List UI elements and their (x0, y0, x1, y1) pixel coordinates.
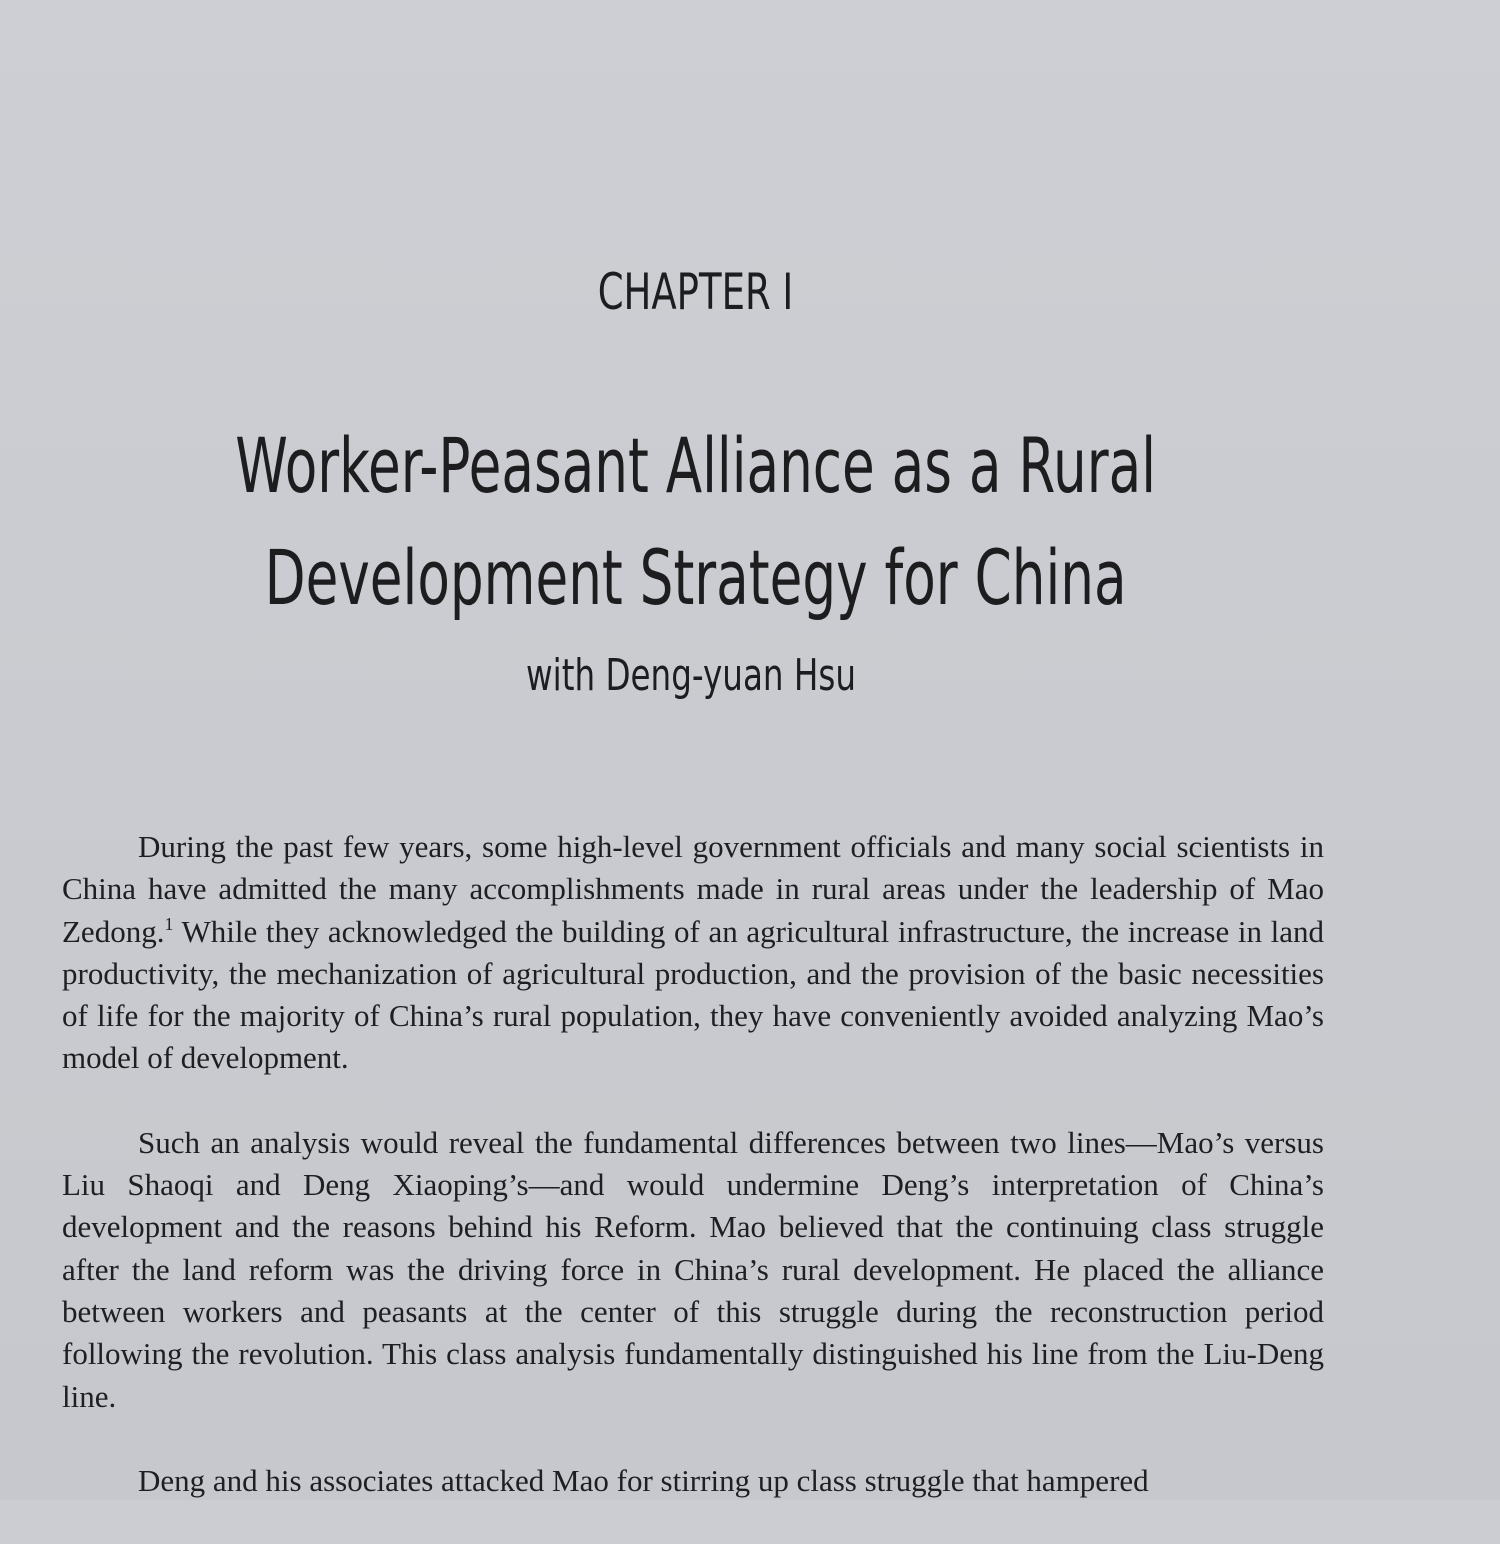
paragraph-1-text-b: While they acknowledged the building of an agricultural infrastructure, the increase in land productivity, the mechanization of agricultural production, and the provision of the basic necessities of life for the majority of China’s rural population, they have conveniently avoided analyzing Mao’s model of development. (62, 913, 1324, 1076)
paragraph-1-text-a: During the past few years, some high-level government officials and many social scientists in China have admitted the many accomplishments made in rural areas under the leadership of Mao Zedong. (62, 829, 1324, 949)
body-text (62, 826, 1324, 1544)
chapter-title-line-1: Worker-Peasant Alliance as a Rural (235, 421, 1156, 510)
chapter-byline: with Deng-yuan Hsu (526, 650, 856, 701)
footnote-marker: 1 (164, 913, 174, 934)
chapter-title (209, 410, 1182, 634)
chapter-label: CHAPTER I (597, 263, 794, 321)
paragraph-2: Such an analysis would reveal the fundamental differences between two lines—Mao’s versus Liu Shaoqi and Deng Xiaoping’s—and would undermine Deng’s interpretation of China’s development and the reasons behind his Reform. Mao believed that the continuing class struggle after the land reform was the driving force in China’s rural development. He placed the alliance between workers and peasants at the center of this struggle during the reconstruction period following the revolution. This class analysis fundamentally distinguished his line from the Liu-Deng line. (62, 1124, 1324, 1414)
paragraph-1 (62, 826, 1324, 1080)
paragraph-3: Deng and his associates attacked Mao for stirring up class struggle that hampered (138, 1462, 1149, 1498)
chapter-title-line-2: Development Strategy for China (264, 533, 1127, 622)
